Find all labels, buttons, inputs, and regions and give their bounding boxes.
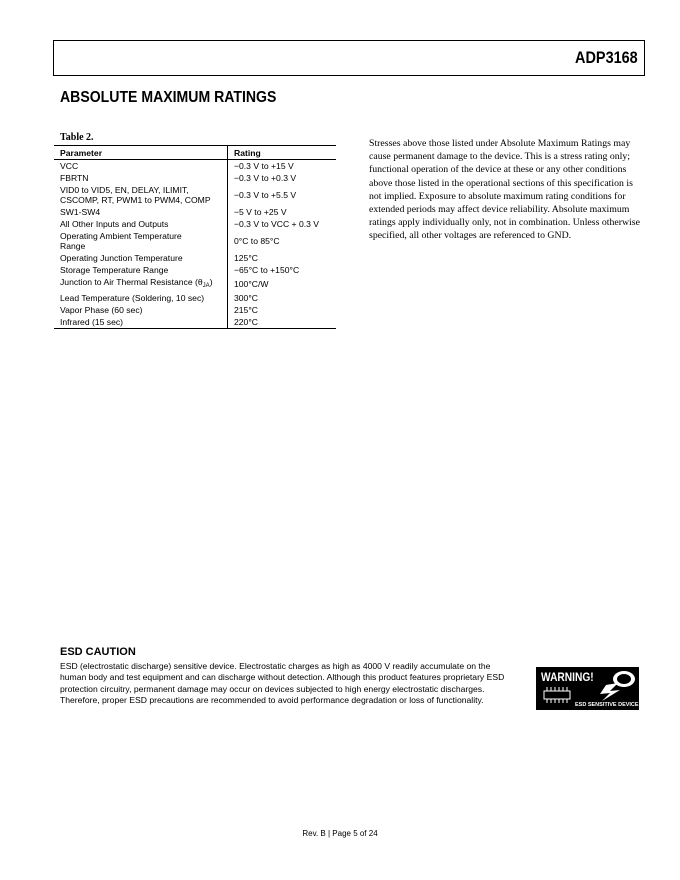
parameter-cell: Storage Temperature Range <box>60 265 169 275</box>
parameter-cell: Operating Junction Temperature <box>60 253 183 263</box>
column-header-rating: Rating <box>228 146 337 160</box>
table-row <box>54 304 336 316</box>
rating-cell: −0.3 V to +5.5 V <box>228 184 337 206</box>
page-footer: Rev. B | Page 5 of 24 <box>302 829 378 838</box>
table-row <box>54 160 336 173</box>
table-row <box>54 172 336 184</box>
rating-cell: −65°C to +150°C <box>228 264 337 276</box>
table-row <box>54 292 336 304</box>
table-row <box>54 230 336 252</box>
warning-label: WARNING! <box>541 670 594 684</box>
ratings-table <box>54 145 336 329</box>
parameter-cell <box>54 276 228 292</box>
rating-cell: 100°C/W <box>228 276 337 292</box>
table-row <box>54 316 336 329</box>
esd-sensitive-label: ESD SENSITIVE DEVICE <box>575 702 639 708</box>
table-row <box>54 252 336 264</box>
parameter-cell: All Other Inputs and Outputs <box>60 219 169 229</box>
parameter-cell: SW1-SW4 <box>60 207 101 217</box>
rating-cell: 215°C <box>228 304 337 316</box>
rating-cell: −0.3 V to +0.3 V <box>228 172 337 184</box>
part-number: ADP3168 <box>575 48 638 67</box>
rating-cell: 0°C to 85°C <box>228 230 337 252</box>
parameter-text-end: ) <box>209 277 213 287</box>
parameter-line: CSCOMP, RT, PWM1 to PWM4, COMP <box>60 195 211 205</box>
esd-caution-text: ESD (electrostatic discharge) sensitive device. Electrostatic charges as high as 4000 V readily accumulate on the human body and test equipment and can discharge without detection. Although this product features proprietary ESD protection circuitry, permanent damage may occur on devices subjected to high energy electrostatic discharges. Therefore, proper ESD precautions are recommended to avoid performance degradation or loss of functionality. <box>60 661 505 706</box>
table-row <box>54 184 336 206</box>
parameter-cell <box>54 230 228 252</box>
table-row <box>54 264 336 276</box>
parameter-cell: FBRTN <box>60 173 89 183</box>
parameter-cell: Vapor Phase (60 sec) <box>60 305 143 315</box>
rating-cell: −0.3 V to VCC + 0.3 V <box>228 218 337 230</box>
column-header-parameter: Parameter <box>54 146 228 160</box>
parameter-line: Operating Ambient Temperature <box>60 231 182 241</box>
section-title: ABSOLUTE MAXIMUM RATINGS <box>60 89 277 106</box>
parameter-line: VID0 to VID5, EN, DELAY, ILIMIT, <box>60 185 189 195</box>
parameter-text: Junction to Air Thermal Resistance (θ <box>60 277 203 287</box>
rating-cell: 300°C <box>228 292 337 304</box>
parameter-line: Range <box>60 241 86 251</box>
parameter-cell: Infrared (15 sec) <box>54 316 228 329</box>
rating-cell: −0.3 V to +15 V <box>228 160 337 173</box>
table-row <box>54 218 336 230</box>
rating-cell: −5 V to +25 V <box>228 206 337 218</box>
rating-cell: 220°C <box>228 316 337 329</box>
rating-cell: 125°C <box>228 252 337 264</box>
esd-warning-logo <box>536 667 639 710</box>
parameter-subscript: JA <box>202 283 210 289</box>
esd-caution-heading: ESD CAUTION <box>60 646 136 658</box>
parameter-cell: Lead Temperature (Soldering, 10 sec) <box>60 293 205 303</box>
parameter-cell <box>54 184 228 206</box>
table-header-row <box>54 146 336 160</box>
page-header <box>53 40 645 76</box>
table-caption: Table 2. <box>60 132 94 143</box>
parameter-cell: VCC <box>60 161 79 171</box>
stress-note-paragraph: Stresses above those listed under Absolute Maximum Ratings may cause permanent damage to the device. This is a stress rating only; functional operation of the device at these or any other conditions above those listed in the operational sections of this specification is not implied. Exposure to absolute maximum rating conditions for extended periods may affect device reliability. Absolute maximum ratings apply individually only, not in combination. Unless otherwise specified, all other voltages are referenced to GND. <box>369 138 640 242</box>
table-row <box>54 276 336 292</box>
table-row <box>54 206 336 218</box>
